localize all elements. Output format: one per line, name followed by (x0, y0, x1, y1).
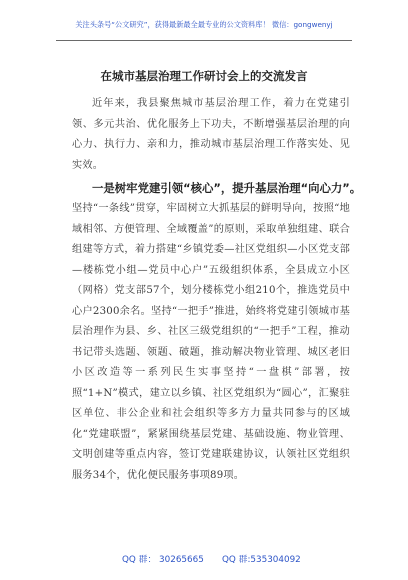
footer-qq-group-2: QQ 群:535304092 (222, 555, 301, 565)
intro-paragraph: 近年来，我县聚焦城市基层治理工作，着力在党建引领、多元共治、优化服务上下功夫，不断增强基层治理的向心力、执行力、亲和力，推动城市基层治理工作落实处、见实效。 (72, 98, 350, 171)
header-banner: 关注头条号“公文研究”，获得最新最全最专业的公文资料库！ 微信：gongwenyj (75, 20, 333, 29)
section-heading-1: 一是树牢党建引领“核心”，提升基层治理“向心力”。 (92, 181, 362, 195)
section-body-1: 坚持“一条线”贯穿，牢固树立大抓基层的鲜明导向，按照“地域相邻、方便管理、全域覆盖”的原则，采取单独组建、联合组建等方式，着力搭建“乡镇党委—社区党组织—小区党支部—楼栋党小组—党员中心户”五级组织体系，全县成立小区（网格）党支部57个，划分楼栋党小组210个，推选党员中心户2300余名。坚持“一把手”推进，始终将党建引领城市基层治理作为县、乡、社区三级党组织的“一把手”工程，推动书记带头选题、领题、破题，推动解决物业管理、城区老旧小区改造等一系列民生实事坚持“一盘棋”部署，按照“1+N”模式，建立以乡镇、社区党组织为“圆心”，汇聚驻区单位、非公企业和社会组织等多方力量共同参与的区域化“党建联盟”，紧紧围绕基层党建、基础设施、物业管理、文明创建等重点内容，签订党建联建协议，认领社区党组织服务34个，优化便民服务事项89项。 (72, 203, 350, 481)
footer-qq-group-1: QQ 群： 30265665 (122, 555, 204, 565)
header-divider (56, 40, 352, 41)
footer (0, 552, 408, 566)
document-title: 在城市基层治理工作研讨会上的交流发言 (100, 69, 308, 83)
